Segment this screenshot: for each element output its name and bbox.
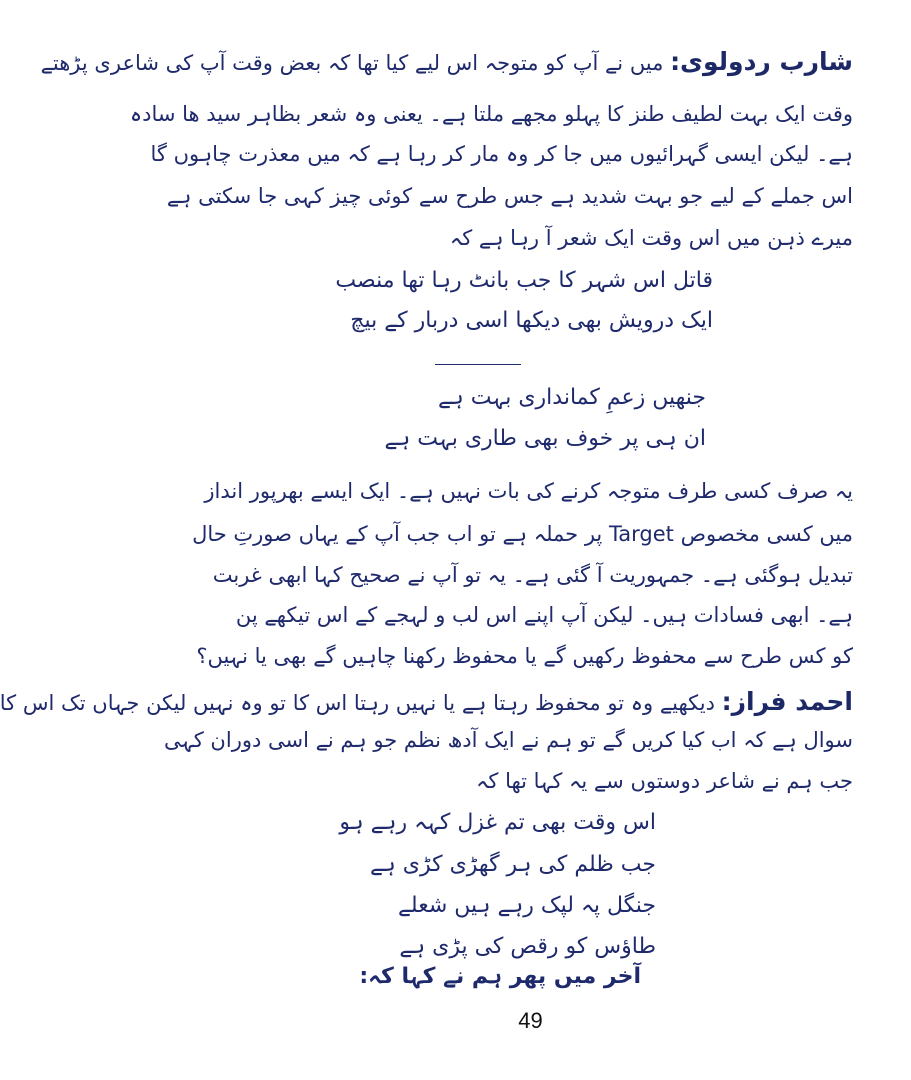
section3-line-1-text: دیکھیے وہ تو محفوظ رہتا ہے یا نہیں رہتا اس کا تو وہ نہیں لیکن جہاں تک اس کا [0, 691, 722, 715]
verse3-line-2: جب ظلم کی ہر گھڑی کڑی ہے [369, 852, 656, 877]
section3-line-3: جب ہم نے شاعر دوستوں سے یہ کہا تھا کہ [476, 769, 853, 793]
verse3-line-4: طاؤس کو رقص کی پڑی ہے [399, 934, 656, 959]
section2-line-5: کو کس طرح سے محفوظ رکھیں گے یا محفوظ رکھنا چاہیں گے بھی یا نہیں؟ [196, 644, 853, 668]
speaker-name: احمد فراز: [721, 687, 853, 716]
section1-line-1 [40, 47, 853, 77]
section2-line-2: میں کسی مخصوص Target پر حملہ ہے تو اب جب آپ کے یہاں صورتِ حال [192, 522, 853, 546]
verse2-line-2: ان ہی پر خوف بھی طاری بہت ہے [384, 426, 706, 451]
verse2-line-1: جنھیں زعمِ کمانداری بہت ہے [437, 385, 706, 410]
section1-line-5: میرے ذہن میں اس وقت ایک شعر آ رہا ہے کہ [449, 226, 853, 250]
verse1-line-1: قاتل اس شہر کا جب بانٹ رہا تھا منصب [335, 268, 713, 293]
verse3-line-1: اس وقت بھی تم غزل کہہ رہے ہو [339, 810, 656, 835]
section3-line-2: سوال ہے کہ اب کیا کریں گے تو ہم نے ایک آدھ نظم جو ہم نے اسی دوران کہی [163, 728, 853, 752]
closing-line: آخر میں پھر ہم نے کہا کہ: [359, 964, 641, 989]
separator-line [435, 364, 521, 365]
section1-line-4: اس جملے کے لیے جو بہت شدید ہے جس طرح سے کوئی چیز کہی جا سکتی ہے [166, 184, 853, 208]
section2-line-4: ہے۔ ابھی فسادات ہیں۔ لیکن آپ اپنے اس لب و لہجے کے اس تیکھے پن [235, 603, 853, 627]
speaker-name: شارب ردولوی: [670, 47, 853, 76]
verse3-line-3: جنگل پہ لپک رہے ہیں شعلے [398, 893, 656, 918]
section1-line-1-text: میں نے آپ کو متوجہ اس لیے کیا تھا کہ بعض وقت آپ کی شاعری پڑھتے [40, 51, 671, 75]
page-number: 49 [518, 1008, 543, 1033]
section2-line-1: یہ صرف کسی طرف متوجہ کرنے کی بات نہیں ہے۔ ایک ایسے بھرپور انداز [204, 479, 853, 503]
section3-line-1 [0, 687, 853, 717]
section1-line-2: وقت ایک بہت لطیف طنز کا پہلو مجھے ملتا ہے۔ یعنی وہ شعر بظاہر سید ھا سادہ [129, 102, 853, 126]
section2-line-3: تبدیل ہوگئی ہے۔ جمہوریت آ گئی ہے۔ یہ تو آپ نے صحیح کہا ابھی غربت [212, 563, 853, 587]
verse1-line-2: ایک درویش بھی دیکھا اسی دربار کے بیچ [350, 308, 713, 333]
section1-line-3: ہے۔ لیکن ایسی گہرائیوں میں جا کر وہ مار کر رہا ہے کہ میں معذرت چاہوں گا [150, 142, 853, 166]
